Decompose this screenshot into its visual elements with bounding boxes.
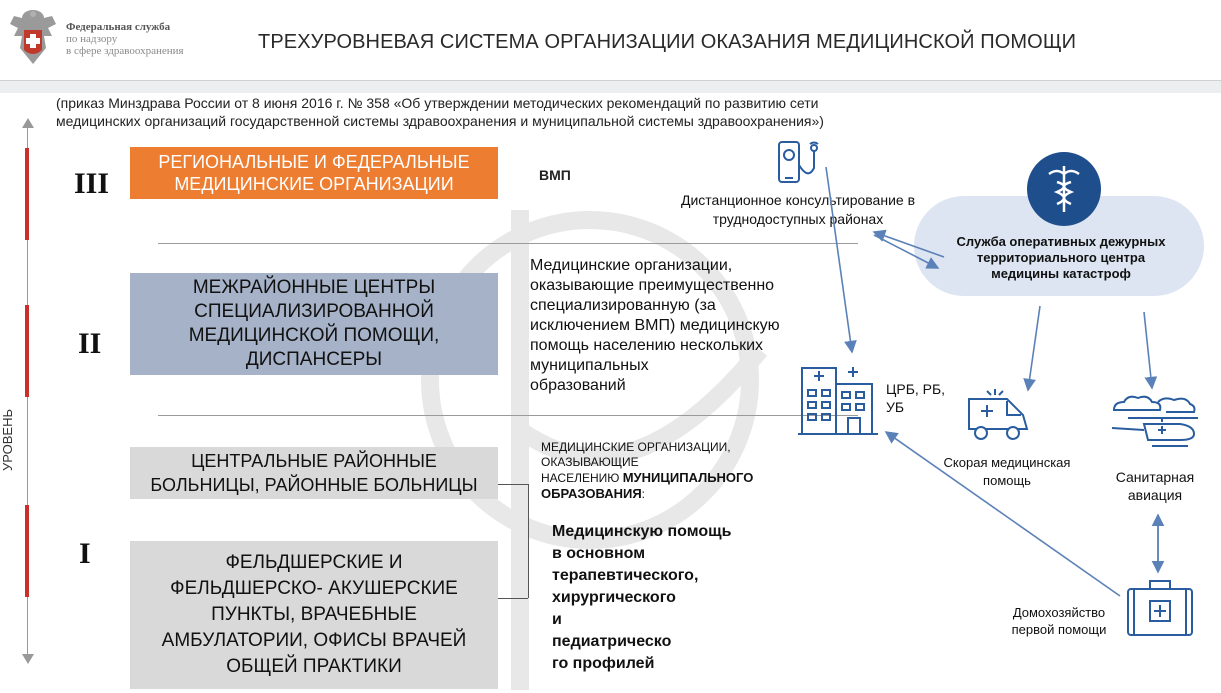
level-ii-box-line-2: СПЕЦИАЛИЗИРОВАННОЙ	[194, 301, 434, 322]
level-i-box2-line-4: АМБУЛАТОРИИ, ОФИСЫ ВРАЧЕЙ	[161, 630, 467, 651]
level-ii-desc-line-7: образований	[530, 377, 626, 394]
level-i-box1-line-2: БОЛЬНИЦЫ, РАЙОННЫЕ БОЛЬНИЦЫ	[150, 475, 478, 495]
level-numeral-ii: II	[78, 327, 102, 360]
level-i-profile-line-4: хирургического	[552, 589, 676, 606]
aviation-line-2: авиация	[1127, 487, 1183, 503]
level-numeral-iii: III	[74, 167, 110, 200]
level-i-org-line-2: ОКАЗЫВАЮЩИЕ	[541, 455, 639, 469]
level-ii-desc-line-2: оказывающие преимущественно	[530, 277, 775, 294]
order-line-2: медицинских организаций государственной системы здравоохранения и муниципальной системы здравоохранения»)	[56, 113, 824, 129]
level-ii-desc-line-5: помощь населению нескольких	[530, 337, 764, 354]
service-line-3: медицины катастроф	[991, 266, 1131, 281]
level-i-box2-line-2: ФЕЛЬДШЕРСКО- АКУШЕРСКИЕ	[170, 578, 458, 599]
level-iii-box-line-1: РЕГИОНАЛЬНЫЕ И ФЕДЕРАЛЬНЫЕ	[158, 152, 470, 172]
arrow-kit-to-hospital	[886, 432, 1120, 596]
ambulance-line-2: помощь	[983, 473, 1031, 488]
level-i-org-line-1: МЕДИЦИНСКИЕ ОРГАНИЗАЦИИ,	[541, 440, 731, 454]
level-i-profile-line-1: Медицинскую помощь	[552, 523, 732, 540]
level-numeral-i: I	[79, 537, 91, 570]
service-line-2: территориального центра	[976, 250, 1146, 265]
remote-line-1: Дистанционное консультирование в	[680, 192, 916, 208]
level-i-profile-line-6: педиатрическо	[552, 633, 672, 650]
firstaid-line-2: первой помощи	[1011, 622, 1107, 637]
firstaid-line-1: Домохозяйство	[1012, 605, 1106, 620]
level-iii-box-line-2: МЕДИЦИНСКИЕ ОРГАНИЗАЦИИ	[174, 174, 454, 194]
agency-line-3: в сфере здравоохранения	[66, 45, 184, 57]
arrow-telemedicine-to-hospital	[826, 167, 852, 352]
level-i-box2-line-1: ФЕЛЬДШЕРСКИЕ И	[225, 552, 403, 573]
service-line-1: Служба оперативных дежурных	[956, 234, 1166, 249]
agency-line-2: по надзору	[66, 33, 118, 45]
page-title: ТРЕХУРОВНЕВАЯ СИСТЕМА ОРГАНИЗАЦИИ ОКАЗАНИЯ МЕДИЦИНСКОЙ ПОМОЩИ	[258, 31, 1077, 53]
hospitals-line-2: УБ	[886, 399, 905, 415]
order-line-1: (приказ Минздрава России от 8 июня 2016 г. № 358 «Об утверждении методических рекомендаций по развитию сети	[56, 95, 819, 111]
level-iii-note: ВМП	[539, 167, 571, 183]
level-i-profile-line-7: го профилей	[552, 655, 655, 672]
level-ii-box-line-4: ДИСПАНСЕРЫ	[245, 349, 383, 370]
remote-line-2: труднодоступных районах	[712, 211, 884, 227]
level-ii-desc-line-1: Медицинские организации,	[530, 257, 733, 274]
level-i-box2-line-5: ОБЩЕЙ ПРАКТИКИ	[226, 656, 402, 677]
level-i-profile-line-5: и	[552, 611, 562, 628]
level-i-org-line-4b: :	[641, 487, 646, 501]
ambulance-line-1: Скорая медицинская	[943, 455, 1071, 470]
level-i-org-line-3b: МУНИЦИПАЛЬНОГО	[622, 470, 754, 485]
level-ii-box-line-3: МЕДИЦИНСКОЙ ПОМОЩИ,	[188, 325, 440, 346]
arrow-service-to-aviation	[1144, 312, 1152, 388]
level-i-box1-line-1: ЦЕНТРАЛЬНЫЕ РАЙОННЫЕ	[191, 451, 437, 471]
hospitals-line-1: ЦРБ, РБ,	[886, 381, 946, 397]
level-i-org-line-4a: ОБРАЗОВАНИЯ	[541, 486, 642, 501]
agency-line-1: Федеральная служба	[66, 21, 171, 33]
level-ii-desc-line-3: специализированную (за	[530, 297, 716, 314]
axis-label: УРОВЕНЬ	[0, 408, 15, 472]
level-ii-desc-line-6: муниципальных	[530, 357, 649, 374]
level-i-box2-line-3: ПУНКТЫ, ВРАЧЕБНЫЕ	[211, 604, 417, 625]
level-i-profile-line-2: в основном	[552, 545, 646, 562]
level-i-profile-line-3: терапевтического,	[552, 567, 699, 584]
aviation-line-1: Санитарная	[1115, 469, 1195, 485]
level-ii-box-line-1: МЕЖРАЙОННЫЕ ЦЕНТРЫ	[192, 277, 436, 298]
arrow-service-to-ambulance	[1028, 306, 1040, 390]
level-ii-desc-line-4: исключением ВМП) медицинскую	[530, 317, 780, 334]
level-i-org-line-3a: НАСЕЛЕНИЮ	[541, 471, 623, 485]
